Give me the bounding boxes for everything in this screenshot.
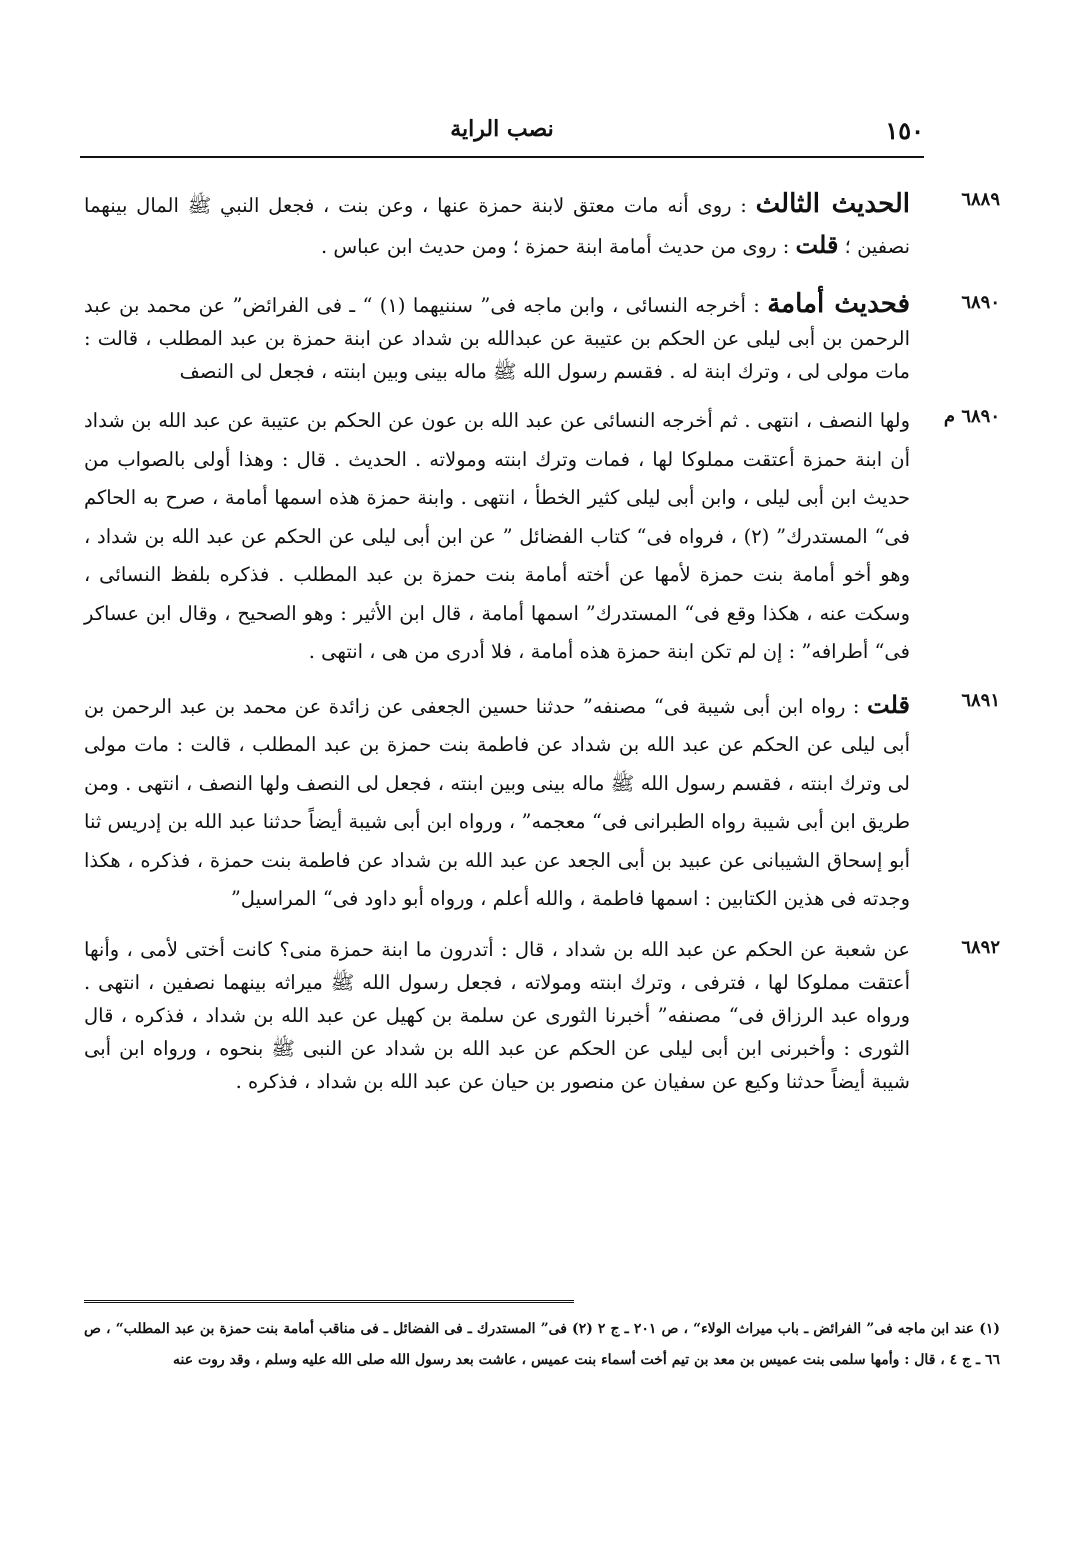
entry-body: ولها النصف ، انتهى . ثم أخرجه النسائى عن عبد الله بن عون عن الحكم بن عتيبة عن عبد الله بن شداد أن ابنة حمزة أعتقت مملوكا لها ، فمات وترك ابنته ومولاته . الحديث . قال : وهذا أولى بالصواب من حديث ابن أبى ليلى ، وابن أبى ليلى كثير الخطأ ، انتهى . وابنة حمزة هذه اسمها أمامة ، صرح به الحاكم فى“ المستدرك” (٢) ، فرواه فى“ كتاب الفضائل ” عن ابن أبى ليلى عن الحكم عن عبد الله بن شداد ، وهو أخو أمامة بنت حمزة لأمها عن أخته أمامة بنت حمزة بن عبد المطلب . فذكره بلفظ النسائى ، وسكت عنه ، هكذا وقع فى“ المستدرك” اسمها أمامة ، قال ابن الأثير : وهو الصحيح ، وقال ابن عساكر فى“ أطرافه” : إن لم تكن ابنة حمزة هذه أمامة ، فلا أدرى من هى ، انتهى . bbox=[84, 409, 910, 663]
entry-number: ٦٨٩٢ bbox=[961, 936, 1000, 958]
entry-body: : رواه ابن أبى شيبة فى“ مصنفه” حدثنا حسين الجعفى عن زائدة عن محمد بن عبد الرحمن بن أبى ليلى عن الحكم عن عبد الله بن شداد عن فاطمة بنت حمزة بن عبد المطلب ، قالت : مات مولى لى وترك ابنته ، فقسم رسول الله ﷺ ماله بينى وبين ابنته ، فجعل لى النصف ولها النصف ، انتهى . ومن طريق ابن أبى شيبة رواه الطبرانى فى“ معجمه” ، ورواه ابن أبى شيبة أيضاً حدثنا عبد الله بن إدريس ثنا أبو إسحاق الشيبانى عن عبيد بن أبى الجعد عن عبد الله بن شداد عن فاطمة بنت حمزة ، فذكره ، هكذا وجدته فى هذين الكتابين : اسمها فاطمة ، والله أعلم ، ورواه أبو داود فى“ المراسيل” bbox=[84, 694, 910, 910]
entry-number: ٦٨٩٠ bbox=[961, 292, 1000, 313]
entry-heading: فحديث أمامة bbox=[767, 289, 911, 319]
hadith-entry bbox=[84, 288, 1000, 388]
entry-heading: الحديث الثالث bbox=[755, 189, 910, 219]
hadith-entry bbox=[84, 402, 1000, 672]
entry-body: : أخرجه النسائى ، وابن ماجه فى” سننيهما (١) “ ـ فى الفرائض” عن محمد بن عبد الرحمن بن أبى ليلى عن الحكم بن عتيبة عن عبدالله بن شداد عن ابنة حمزة بن عبد المطلب ، قالت : مات مولى لى ، وترك ابنة له . فقسم رسول الله ﷺ ماله بينى وبين ابنته ، فجعل لى النصف bbox=[84, 294, 910, 383]
hadith-entry bbox=[84, 933, 1000, 1098]
entry-body: : روى أنه مات معتق لابنة حمزة عنها ، وعن بنت ، فجعل النبي ﷺ المال بينهما نصفين ؛ bbox=[84, 194, 910, 258]
page-body bbox=[84, 185, 1000, 1112]
page-header bbox=[80, 112, 924, 158]
entry-body: عن شعبة عن الحكم عن عبد الله بن شداد ، قال : أتدرون ما ابنة حمزة منى؟ كانت أختى لأمى ، وأنها أعتقت مملوكا لها ، فترفى ، وترك ابنته ومولاته ، فجعل رسول الله ﷺ ميراثه بينهما نصفين ، انتهى . ورواه عبد الرزاق فى“ مصنفه” أخبرنا الثورى عن سلمة بن كهيل عن عبد الله بن شداد ، فذكره ، قال الثورى : وأخبرنى ابن أبى ليلى عن الحكم عن عبد الله بن شداد عن النبى ﷺ بنحوه ، ورواه ابن أبى شيبة أيضاً حدثنا وكيع عن سفيان عن منصور بن حيان عن عبد الله بن شداد ، فذكره . bbox=[84, 937, 910, 1093]
entry-text bbox=[84, 185, 910, 266]
hadith-entry bbox=[84, 686, 1000, 919]
entry-text bbox=[84, 402, 910, 672]
footnote-divider bbox=[84, 1300, 574, 1303]
qult-marker: قلت bbox=[867, 689, 910, 719]
footnote-text: (١) عند ابن ماجه فى” الفرائض ـ باب ميراث الولاء“ ، ص ٢٠١ ـ ج ٢ (٢) فى” المستدرك ـ فى الفضائل ـ فى مناقب أمامة بنت حمزة بن عبد المطلب“ ، ص ٦٦ ـ ج ٤ ، قال : وأمها سلمى بنت عميس بن معد بن تيم أخت أسماء بنت عميس ، عاشت بعد رسول الله صلى الله عليه وسلم ، وقد روت عنه bbox=[84, 1321, 1001, 1368]
running-title: نصب الراية bbox=[450, 116, 554, 142]
entry-number: ٦٨٨٩ bbox=[961, 189, 1000, 210]
entry-text bbox=[84, 686, 910, 919]
entry-text bbox=[84, 933, 910, 1098]
entry-text bbox=[84, 288, 910, 388]
qult-marker: قلت bbox=[795, 229, 839, 259]
entry-body-continued: : روى من حديث أمامة ابنة حمزة ؛ ومن حديث ابن عباس . bbox=[320, 234, 796, 258]
entry-number: ٦٨٩١ bbox=[961, 689, 1000, 711]
page-number: ١٥٠ bbox=[885, 116, 924, 145]
hadith-entry bbox=[84, 185, 1000, 266]
entry-number: ٦٨٩٠ م bbox=[943, 406, 1000, 427]
